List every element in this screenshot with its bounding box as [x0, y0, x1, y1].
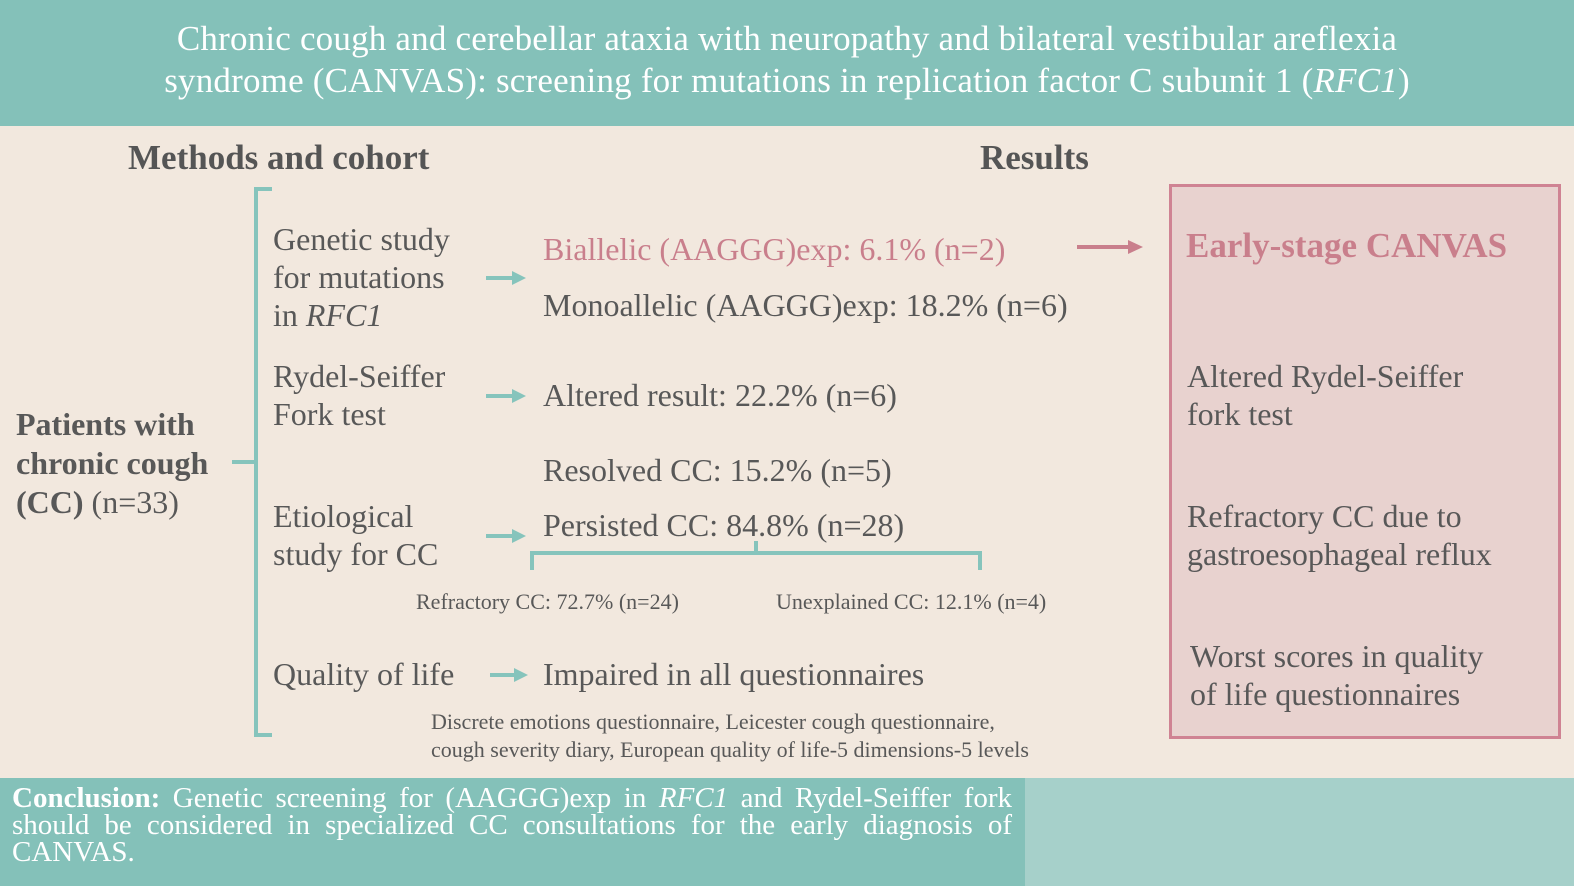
canvas-item-quality: Worst scores in quality of life questionnaires	[1190, 638, 1484, 712]
result-biallelic: Biallelic (AAGGG)exp: 6.1% (n=2)	[543, 231, 1006, 267]
result-altered: Altered result: 22.2% (n=6)	[543, 377, 897, 413]
result-refractory: Refractory CC: 72.7% (n=24)	[416, 589, 679, 614]
patients-line-2: chronic cough	[16, 445, 209, 481]
arrow-quality	[490, 668, 528, 682]
results-heading: Results	[980, 138, 1089, 177]
canvas-item-rydel: Altered Rydel-Seiffer fork test	[1187, 358, 1464, 432]
conclusion-label: Conclusion:	[12, 782, 161, 814]
title-line-2: syndrome (CANVAS): screening for mutations in replication factor C subunit 1 (RFC1)	[164, 61, 1410, 100]
arrow-genetic	[486, 271, 526, 285]
canvas-box-title: Early-stage CANVAS	[1186, 226, 1508, 265]
result-impaired: Impaired in all questionnaires	[543, 656, 925, 692]
canvas-item-refractory: Refractory CC due to gastroesophageal reflux	[1187, 498, 1492, 572]
patients-cohort	[16, 405, 208, 522]
arrow-biallelic-canvas	[1077, 240, 1143, 254]
methods-heading: Methods and cohort	[128, 138, 430, 177]
arrow-rydel	[486, 389, 526, 403]
questionnaires-list: Discrete emotions questionnaire, Leicester cough questionnaire, cough severity diary, European quality of life-5 dimensions-5 levels	[431, 709, 1029, 762]
result-monoallelic: Monoallelic (AAGGG)exp: 18.2% (n=6)	[543, 287, 1068, 323]
result-resolved: Resolved CC: 15.2% (n=5)	[543, 452, 892, 488]
patients-line-3: (CC) (n=33)	[16, 484, 179, 520]
result-persisted: Persisted CC: 84.8% (n=28)	[543, 507, 905, 543]
patients-line-1: Patients with	[16, 406, 195, 442]
title-line-1: Chronic cough and cerebellar ataxia with neuropathy and bilateral vestibular areflexia	[176, 19, 1398, 58]
method-etiological: Etiological study for CC	[273, 498, 439, 572]
arrow-etiological	[486, 529, 526, 543]
result-unexplained: Unexplained CC: 12.1% (n=4)	[776, 589, 1047, 614]
conclusion-text: Conclusion: Genetic screening for (AAGGG)exp in RFC1 and Rydel-Seiffer fork should be considered in specialized CC consultations for the early diagnosis of CANVAS.	[12, 782, 1012, 868]
method-rydel: Rydel-Seiffer Fork test	[273, 358, 446, 432]
method-quality: Quality of life	[273, 656, 455, 692]
persisted-bracket	[532, 553, 980, 570]
cohort-bracket	[256, 189, 272, 735]
method-genetic: Genetic study for mutations in RFC1	[273, 221, 450, 333]
footer-accent	[1025, 778, 1574, 886]
